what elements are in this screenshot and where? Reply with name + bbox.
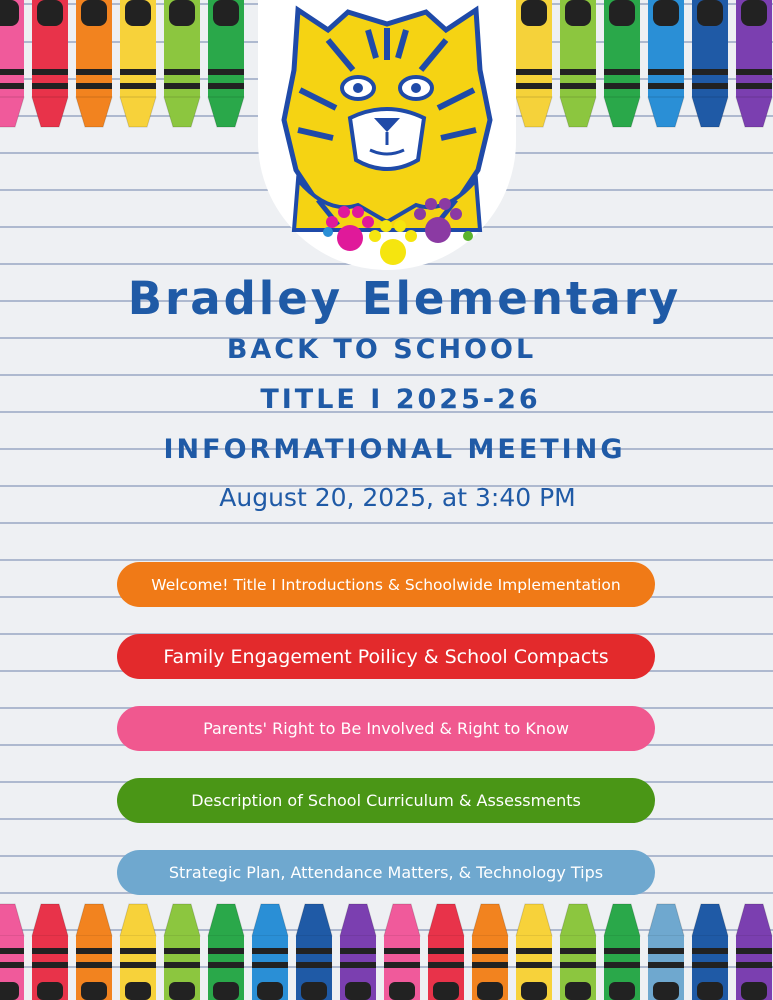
crayon-icon — [32, 904, 68, 1000]
meeting-heading: INFORMATIONAL MEETING — [163, 434, 626, 465]
crayon-icon — [736, 0, 772, 127]
agenda-item-curriculum: Description of School Curriculum & Assessments — [117, 778, 655, 823]
crayon-icon — [384, 904, 420, 1000]
agenda-item-strategic-plan: Strategic Plan, Attendance Matters, & Technology Tips — [117, 850, 655, 895]
crayon-icon — [692, 0, 728, 127]
crayon-icon — [120, 904, 156, 1000]
crayon-icon — [648, 904, 684, 1000]
crayon-icon — [164, 904, 200, 1000]
logo-panel — [258, 0, 516, 270]
crayon-border-bottom — [0, 898, 773, 1000]
agenda-item-family-engagement: Family Engagement Poilicy & School Compacts — [117, 634, 655, 679]
crayon-icon — [76, 904, 112, 1000]
crayon-icon — [208, 0, 244, 127]
crayon-border-icon — [0, 898, 773, 1000]
title-one-heading: TITLE I 2025-26 — [260, 384, 541, 415]
meeting-date: August 20, 2025, at 3:40 PM — [219, 483, 576, 512]
crayon-icon — [516, 904, 552, 1000]
crayon-icon — [736, 904, 772, 1000]
crayon-icon — [648, 0, 684, 127]
tiger-mascot-icon — [258, 0, 516, 270]
crayon-icon — [76, 0, 112, 127]
back-to-school-heading: BACK TO SCHOOL — [226, 334, 537, 365]
crayon-icon — [428, 904, 464, 1000]
crayon-icon — [296, 904, 332, 1000]
crayon-icon — [0, 904, 24, 1000]
crayon-icon — [472, 904, 508, 1000]
crayon-icon — [208, 904, 244, 1000]
crayon-icon — [516, 0, 552, 127]
crayon-icon — [560, 904, 596, 1000]
crayon-icon — [604, 0, 640, 127]
crayon-icon — [604, 904, 640, 1000]
crayon-icon — [692, 904, 728, 1000]
crayon-icon — [340, 904, 376, 1000]
crayon-icon — [0, 0, 24, 127]
crayon-icon — [252, 904, 288, 1000]
crayon-icon — [120, 0, 156, 127]
agenda-item-parents-rights: Parents' Right to Be Involved & Right to Know — [117, 706, 655, 751]
crayon-icon — [560, 0, 596, 127]
crayon-icon — [32, 0, 68, 127]
school-name: Bradley Elementary — [127, 272, 682, 325]
crayon-icon — [164, 0, 200, 127]
agenda-item-welcome: Welcome! Title I Introductions & Schoolwide Implementation — [117, 562, 655, 607]
